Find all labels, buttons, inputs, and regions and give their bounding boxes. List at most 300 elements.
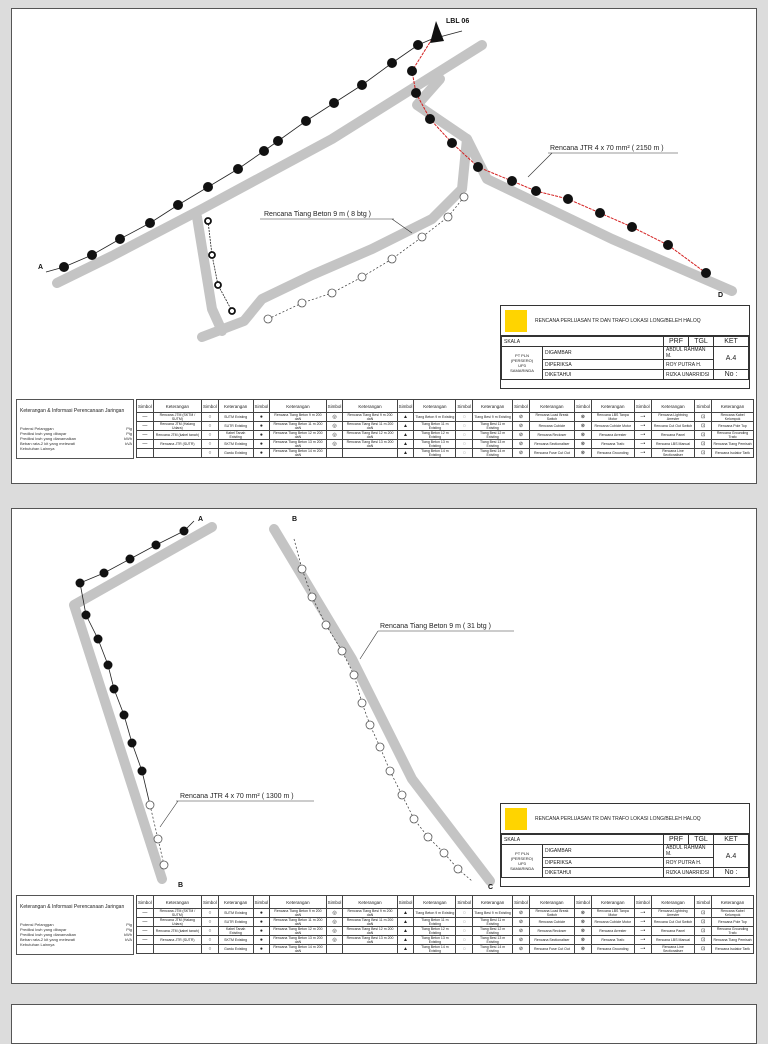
legend-header-symbol: Simbol bbox=[574, 400, 591, 413]
legend-symbol-icon: ⊗ bbox=[574, 909, 591, 918]
name-approved: RIZKA UNARRIDSI bbox=[664, 370, 714, 380]
legend-symbol-icon: ⊗ bbox=[574, 413, 591, 422]
existing-pole bbox=[180, 527, 189, 536]
legend-info-line: Prediksi kwh yang dianamalkan kWh bbox=[20, 932, 132, 937]
legend-symbol-icon: — bbox=[137, 413, 154, 422]
legend-symbol-icon: — bbox=[137, 927, 154, 936]
legend-description: Rencana Tiang Beton 12 m 200 daN bbox=[270, 431, 326, 440]
tiang-annotation: Rencana Tiang Beton 9 m ( 8 btg ) bbox=[264, 211, 372, 218]
legend-symbol-icon: ⊗ bbox=[574, 449, 591, 458]
road bbox=[57, 45, 482, 283]
annotation-leader bbox=[528, 153, 552, 177]
legend-symbol-icon: ▲ bbox=[397, 422, 414, 431]
legend-header-keterangan: Keterangan bbox=[414, 400, 456, 413]
legend-header-keterangan: Keterangan bbox=[343, 400, 397, 413]
pln-logo-icon bbox=[505, 808, 527, 830]
jtr-annotation: Rencana JTR 4 x 70 mm² ( 1300 m ) bbox=[180, 793, 294, 800]
legend-symbol-icon: ⊡ bbox=[695, 927, 712, 936]
planned-pole bbox=[264, 315, 272, 323]
legend-symbol-icon: ● bbox=[253, 413, 270, 422]
legend-symbol-table bbox=[136, 895, 754, 954]
legend-description: Tiang Beton 13 m Existing bbox=[414, 936, 456, 945]
legend-symbol-icon: ○ bbox=[202, 413, 219, 422]
legend-info-line: Beban rata-2 kit yang melewati kVA bbox=[20, 937, 132, 942]
legend-description: Rencana Tiang Beton 12 m 200 daN bbox=[270, 927, 326, 936]
legend-description: Rencana Tiang Beton 11 m 200 daN bbox=[270, 422, 326, 431]
legend-symbol-icon: ⊡ bbox=[695, 918, 712, 927]
legend-description: Rencana Tiang Besi 9 m 200 daN bbox=[343, 413, 397, 422]
existing-pole bbox=[82, 611, 91, 620]
col-prf: PRF bbox=[664, 835, 689, 845]
legend-symbol-icon: ⊡ bbox=[695, 440, 712, 449]
legend-symbol-icon: ● bbox=[253, 936, 270, 945]
legend-symbol-icon: ○ bbox=[202, 440, 219, 449]
legend-symbol-icon: ▲ bbox=[397, 449, 414, 458]
name-approved: RIZKA UNARRIDSI bbox=[664, 868, 714, 878]
legend-description: SUTM Existing bbox=[218, 413, 253, 422]
pln-logo-icon bbox=[505, 310, 527, 332]
existing-pole bbox=[87, 250, 97, 260]
endpoint-label: LBL 06 bbox=[446, 18, 470, 25]
title-block-table bbox=[501, 834, 749, 878]
legend-description: Rencana Trafo bbox=[591, 936, 634, 945]
legend-header-keterangan: Keterangan bbox=[591, 896, 634, 909]
planned-pole bbox=[350, 671, 358, 679]
drawing-title: RENCANA PERLUASAN TR DAN TRAFO LOKASI LONG/BELEH HALOQ bbox=[535, 816, 701, 822]
legend-description: Rencana Fuse Cut Out bbox=[529, 945, 574, 954]
annotation-leader bbox=[160, 801, 178, 827]
legend-symbol-icon: ▲ bbox=[397, 936, 414, 945]
legend-description: Rencana JTM (Halang Udara) bbox=[153, 918, 201, 927]
organisation: PT PLN (PERSERO) UP3 SAMARINDA bbox=[502, 347, 543, 380]
legend-description: Rencana Tiang Besi 12 m 200 daN bbox=[343, 431, 397, 440]
legend-symbol-icon: ⊡ bbox=[695, 422, 712, 431]
skala-label: SKALA bbox=[502, 337, 664, 347]
existing-pole bbox=[387, 58, 397, 68]
drawing-no: No : bbox=[714, 868, 749, 878]
legend-symbol-icon: ● bbox=[253, 945, 270, 954]
col-ket: KET bbox=[714, 835, 749, 845]
legend-symbol-icon: ● bbox=[253, 909, 270, 918]
legend-description: Rencana Load Break Switch bbox=[529, 413, 574, 422]
planned-pole bbox=[376, 743, 384, 751]
legend-symbol-icon: ⊡ bbox=[695, 413, 712, 422]
legend-description: Tiang Beton 14 m Existing bbox=[414, 945, 456, 954]
col-prf: PRF bbox=[664, 337, 689, 347]
role-checked: DIPERIKSA bbox=[543, 858, 664, 868]
legend-symbol-icon: −• bbox=[634, 936, 651, 945]
planned-pole bbox=[410, 815, 418, 823]
planned-pole bbox=[398, 791, 406, 799]
legend-symbol-icon: — bbox=[137, 918, 154, 927]
legend-info-line: Potensi Pelanggan Plg bbox=[20, 922, 132, 927]
legend-description: Rencana JTR (SUTR) bbox=[153, 936, 201, 945]
legend-symbol-icon bbox=[137, 449, 154, 458]
pole-marker bbox=[229, 308, 235, 314]
legend-description: Rencana Line Sectionaliser bbox=[651, 945, 695, 954]
legend-header-symbol: Simbol bbox=[326, 400, 343, 413]
legend-description: Rencana Grounding Trafo bbox=[712, 927, 754, 936]
legend-description: Rencana Fuse Cut Out bbox=[529, 449, 574, 458]
legend-description: Rencana Tiang Besi 11 m 200 daN bbox=[343, 422, 397, 431]
legend-symbol-icon: ⊡ bbox=[695, 945, 712, 954]
legend-symbol-icon: −• bbox=[634, 449, 651, 458]
legend-header-keterangan: Keterangan bbox=[651, 400, 695, 413]
endpoint-label: C bbox=[488, 884, 494, 891]
legend-info-line: Kebutuhan Lainnya bbox=[20, 446, 55, 451]
legend-header-keterangan: Keterangan bbox=[270, 400, 326, 413]
legend-symbol-icon: ▲ bbox=[397, 909, 414, 918]
name-drawn: ABDUL RAHMAN M. bbox=[664, 347, 714, 360]
planned-pole bbox=[444, 213, 452, 221]
legend-symbol-icon: ◎ bbox=[326, 927, 343, 936]
legend-symbol-icon: ◌ bbox=[456, 449, 473, 458]
legend-info-line: Prediksi kwh yang dibayar Plg bbox=[20, 927, 132, 932]
legend-description: Rencana Tiang Beton 14 m 200 daN bbox=[270, 449, 326, 458]
legend-symbol-icon: ⊘ bbox=[513, 927, 530, 936]
legend-symbol-icon: ● bbox=[253, 422, 270, 431]
existing-pole bbox=[301, 116, 311, 126]
legend-symbol-icon: ▲ bbox=[397, 440, 414, 449]
drawing-title: RENCANA PERLUASAN TR DAN TRAFO LOKASI LONG/BELEH HALOQ bbox=[535, 318, 701, 324]
legend-info-box bbox=[16, 399, 134, 459]
planned-pole bbox=[298, 299, 306, 307]
title-block-table bbox=[501, 336, 749, 380]
legend-description: Rencana JTM (Halang Udara) bbox=[153, 422, 201, 431]
legend-description: Rencana JTM (SKTM / SUTM) bbox=[153, 413, 201, 422]
legend-header-keterangan: Keterangan bbox=[712, 400, 754, 413]
legend-description: Rencana Recloser bbox=[529, 927, 574, 936]
col-ket: KET bbox=[714, 337, 749, 347]
legend-description: Rencana Recloser bbox=[529, 431, 574, 440]
planned-pole bbox=[308, 593, 316, 601]
legend-description: Rencana Line Sectionaliser bbox=[651, 449, 695, 458]
existing-pole bbox=[273, 136, 283, 146]
legend-header-keterangan: Keterangan bbox=[529, 896, 574, 909]
legend-description: Rencana JTM (kabel tanah) bbox=[153, 431, 201, 440]
legend-symbol-icon: — bbox=[137, 909, 154, 918]
legend-symbol-icon: −• bbox=[634, 422, 651, 431]
planned-pole bbox=[460, 193, 468, 201]
legend-description: Tiang Beton 9 m Existing bbox=[414, 413, 456, 422]
legend-description bbox=[343, 449, 397, 458]
legend-header-symbol: Simbol bbox=[137, 896, 154, 909]
drawing-no: No : bbox=[714, 370, 749, 380]
existing-pole bbox=[411, 88, 421, 98]
legend-symbol-icon: ⊗ bbox=[574, 936, 591, 945]
legend-description: Tiang Beton 12 m Existing bbox=[414, 431, 456, 440]
legend-description: Rencana Tiang Pemisah bbox=[712, 936, 754, 945]
planned-pole bbox=[298, 565, 306, 573]
planned-pole bbox=[358, 273, 366, 281]
existing-pole bbox=[357, 80, 367, 90]
legend-description: Rencana Tiang Besi 13 m 200 daN bbox=[343, 440, 397, 449]
existing-pole bbox=[138, 767, 147, 776]
legend-header-symbol: Simbol bbox=[513, 400, 530, 413]
planned-pole bbox=[388, 255, 396, 263]
existing-pole bbox=[701, 268, 711, 278]
legend-description: Rencana Kabel Kelompok bbox=[712, 909, 754, 918]
legend-header-keterangan: Keterangan bbox=[343, 896, 397, 909]
legend-description: Kabel Tanah Existing bbox=[218, 927, 253, 936]
legend-header-symbol: Simbol bbox=[574, 896, 591, 909]
existing-pole bbox=[59, 262, 69, 272]
legend-description: SUTM Existing bbox=[218, 909, 253, 918]
legend-description: Rencana Tiang Beton 11 m 200 daN bbox=[270, 918, 326, 927]
existing-pole bbox=[413, 40, 423, 50]
legend-symbol-icon: −• bbox=[634, 413, 651, 422]
col-tgl: TGL bbox=[689, 835, 714, 845]
legend-header-symbol: Simbol bbox=[326, 896, 343, 909]
legend-description: Tiang Besi 14 m Existing bbox=[473, 449, 513, 458]
legend-symbol-icon: ○ bbox=[202, 909, 219, 918]
legend-header-symbol: Simbol bbox=[695, 896, 712, 909]
drawing-sheet-3 bbox=[11, 1004, 757, 1044]
existing-pole bbox=[110, 685, 119, 694]
legend-symbol-icon: ◌ bbox=[456, 909, 473, 918]
legend-description: Rencana Cut Out Switch bbox=[651, 918, 695, 927]
legend-info-line: Potensi Pelanggan Plg bbox=[20, 426, 132, 431]
endpoint-label: D bbox=[718, 292, 724, 299]
legend-description: SUTR Existing bbox=[218, 918, 253, 927]
existing-pole bbox=[663, 240, 673, 250]
legend-info-title: Keterangan & Informasi Perencanaan Jaringan bbox=[20, 904, 125, 910]
legend-description: Kabel Tanah Existing bbox=[218, 431, 253, 440]
pole-marker bbox=[209, 252, 215, 258]
legend-description: Rencana Lightning Arrester bbox=[651, 909, 695, 918]
drawing-sheet-2 bbox=[11, 508, 757, 984]
legend-symbol-icon: ◌ bbox=[456, 936, 473, 945]
legend-description: Rencana Cubicle bbox=[529, 422, 574, 431]
legend-header-keterangan: Keterangan bbox=[651, 896, 695, 909]
legend-header-keterangan: Keterangan bbox=[712, 896, 754, 909]
role-drawn: DIGAMBAR bbox=[543, 845, 664, 858]
legend-symbol-icon: ◎ bbox=[326, 413, 343, 422]
name-drawn: ABDUL RAHMAN M. bbox=[664, 845, 714, 858]
existing-pole bbox=[115, 234, 125, 244]
legend-description: Rencana Kabel Kelompok bbox=[712, 413, 754, 422]
legend-description: Tiang Beton 12 m Existing bbox=[414, 927, 456, 936]
legend-symbol-icon: ◎ bbox=[326, 440, 343, 449]
legend-symbol-icon: ▲ bbox=[397, 413, 414, 422]
legend-symbol-icon: ○ bbox=[202, 927, 219, 936]
legend-symbol-icon bbox=[326, 945, 343, 954]
legend-symbol-icon: −• bbox=[634, 945, 651, 954]
legend-symbol-icon: ● bbox=[253, 431, 270, 440]
legend-description: Rencana LBS Manual bbox=[651, 936, 695, 945]
legend-description: Rencana Tiang Beton 9 m 200 daN bbox=[270, 909, 326, 918]
legend-symbol-icon: −• bbox=[634, 440, 651, 449]
endpoint-label: A bbox=[38, 264, 44, 271]
existing-pole bbox=[407, 66, 417, 76]
legend-description: Tiang Besi 14 m Existing bbox=[473, 945, 513, 954]
legend-description: Tiang Beton 14 m Existing bbox=[414, 449, 456, 458]
legend-symbol-table bbox=[136, 399, 754, 458]
drawing-sheet-1 bbox=[11, 8, 757, 484]
legend-description: Tiang Besi 13 m Existing bbox=[473, 440, 513, 449]
existing-pole bbox=[76, 579, 85, 588]
organisation: PT PLN (PERSERO) UP3 SAMARINDA bbox=[502, 845, 543, 878]
legend-description: Rencana Tiang Besi 9 m 200 daN bbox=[343, 909, 397, 918]
legend-symbol-icon: ⊘ bbox=[513, 413, 530, 422]
title-block bbox=[500, 803, 750, 887]
legend-symbol-icon: ⊘ bbox=[513, 909, 530, 918]
legend-description: Rencana Cut Out Switch bbox=[651, 422, 695, 431]
legend-info-line: Beban rata-2 kit yang melewati kVA bbox=[20, 441, 132, 446]
role-approved: DIKETAHUI bbox=[543, 868, 664, 878]
legend-header-symbol: Simbol bbox=[695, 400, 712, 413]
planned-pole bbox=[366, 721, 374, 729]
legend-header-symbol: Simbol bbox=[137, 400, 154, 413]
planned-pole bbox=[160, 861, 168, 869]
legend-symbol-icon: ⊗ bbox=[574, 945, 591, 954]
legend-info-box bbox=[16, 895, 134, 955]
legend-symbol-icon: ▲ bbox=[397, 945, 414, 954]
legend-description: Rencana Tiang Besi 12 m 200 daN bbox=[343, 927, 397, 936]
legend-info-title: Keterangan & Informasi Perencanaan Jaringan bbox=[20, 408, 125, 414]
planned-pole bbox=[424, 833, 432, 841]
role-approved: DIKETAHUI bbox=[543, 370, 664, 380]
legend-description: Rencana LBS Manual bbox=[651, 440, 695, 449]
existing-pole bbox=[100, 569, 109, 578]
legend-description: Gardu Existing bbox=[218, 449, 253, 458]
legend-symbol-icon: ◌ bbox=[456, 413, 473, 422]
legend-description: SKTM Existing bbox=[218, 440, 253, 449]
legend-description: Tiang Besi 11 m Existing bbox=[473, 918, 513, 927]
legend-header-keterangan: Keterangan bbox=[473, 400, 513, 413]
planned-pole bbox=[440, 849, 448, 857]
legend-symbol-icon: — bbox=[137, 936, 154, 945]
legend-description: Rencana Isolator Tarik bbox=[712, 945, 754, 954]
legend-description: Rencana Tiang Beton 14 m 200 daN bbox=[270, 945, 326, 954]
existing-pole bbox=[595, 208, 605, 218]
legend-symbol-icon: ◌ bbox=[456, 431, 473, 440]
legend-header-keterangan: Keterangan bbox=[153, 400, 201, 413]
title-block bbox=[500, 305, 750, 389]
legend-header-keterangan: Keterangan bbox=[473, 896, 513, 909]
legend-description: Rencana Tiang Beton 9 m 200 daN bbox=[270, 413, 326, 422]
legend-symbol-icon: ⊗ bbox=[574, 431, 591, 440]
legend-description: Tiang Besi 13 m Existing bbox=[473, 936, 513, 945]
legend-description bbox=[153, 945, 201, 954]
legend-symbol-icon: ◌ bbox=[456, 945, 473, 954]
legend-description: Tiang Besi 12 m Existing bbox=[473, 431, 513, 440]
existing-pole bbox=[563, 194, 573, 204]
planned-pole bbox=[358, 699, 366, 707]
legend-description: SKTM Existing bbox=[218, 936, 253, 945]
paper-size: A.4 bbox=[714, 845, 749, 868]
legend-header-keterangan: Keterangan bbox=[414, 896, 456, 909]
legend-description: Gardu Existing bbox=[218, 945, 253, 954]
legend-description: Tiang Besi 9 m Existing bbox=[473, 413, 513, 422]
pole-marker bbox=[205, 218, 211, 224]
legend-symbol-icon: ◌ bbox=[456, 440, 473, 449]
legend-symbol-icon: ◌ bbox=[456, 918, 473, 927]
planned-pole bbox=[454, 865, 462, 873]
legend-info-line: Prediksi kwh yang dianamalkan kWh bbox=[20, 436, 132, 441]
legend-symbol-icon: ◎ bbox=[326, 422, 343, 431]
planned-pole bbox=[154, 835, 162, 843]
legend-symbol-icon: ▲ bbox=[397, 431, 414, 440]
legend-header-keterangan: Keterangan bbox=[270, 896, 326, 909]
planned-pole bbox=[328, 289, 336, 297]
existing-pole bbox=[507, 176, 517, 186]
legend-symbol-icon: ◌ bbox=[456, 422, 473, 431]
legend-description: Rencana Trafo bbox=[591, 440, 634, 449]
legend-description: Rencana Tiang Besi 13 m 200 daN bbox=[343, 936, 397, 945]
legend-header-symbol: Simbol bbox=[253, 400, 270, 413]
legend-symbol-icon: ⊘ bbox=[513, 936, 530, 945]
legend-description: Rencana Sectionaliser bbox=[529, 440, 574, 449]
legend-description: Tiang Beton 13 m Existing bbox=[414, 440, 456, 449]
existing-pole bbox=[126, 555, 135, 564]
legend-description: Tiang Besi 11 m Existing bbox=[473, 422, 513, 431]
planned-pole bbox=[322, 621, 330, 629]
legend-description: Rencana Tiang Beton 13 m 200 daN bbox=[270, 936, 326, 945]
legend-description: Rencana Sectionaliser bbox=[529, 936, 574, 945]
existing-pole bbox=[152, 541, 161, 550]
existing-pole bbox=[627, 222, 637, 232]
legend-symbol-icon bbox=[326, 449, 343, 458]
existing-pole bbox=[259, 146, 269, 156]
legend-symbol-icon: ⊘ bbox=[513, 918, 530, 927]
legend-info-line: Prediksi kwh yang dibayar Plg bbox=[20, 431, 132, 436]
legend-description: Rencana LBS Tanpa Motor bbox=[591, 413, 634, 422]
legend-symbol-icon: ○ bbox=[202, 918, 219, 927]
annotation-leader bbox=[360, 631, 378, 659]
legend-symbol-icon: −• bbox=[634, 909, 651, 918]
legend-header-symbol: Simbol bbox=[456, 400, 473, 413]
legend-header-keterangan: Keterangan bbox=[529, 400, 574, 413]
road bbox=[74, 527, 212, 879]
legend-description: Rencana Pole Top bbox=[712, 918, 754, 927]
legend-symbol-icon: ○ bbox=[202, 945, 219, 954]
legend-symbol-icon: ⊡ bbox=[695, 936, 712, 945]
legend-header-symbol: Simbol bbox=[397, 400, 414, 413]
legend-description: Rencana Load Break Switch bbox=[529, 909, 574, 918]
legend-symbol-icon: ⊘ bbox=[513, 440, 530, 449]
legend-description: Rencana Arrester bbox=[591, 927, 634, 936]
legend-header-symbol: Simbol bbox=[202, 896, 219, 909]
legend-symbol-icon: ⊘ bbox=[513, 422, 530, 431]
legend-symbol-icon: ⊗ bbox=[574, 927, 591, 936]
legend-description: Tiang Beton 11 m Existing bbox=[414, 422, 456, 431]
legend-symbol-icon: ○ bbox=[202, 449, 219, 458]
jtr-line-planned bbox=[412, 39, 706, 273]
legend-description: Tiang Beton 11 m Existing bbox=[414, 918, 456, 927]
endpoint-label: B bbox=[292, 516, 298, 523]
legend-symbol-icon: ⊡ bbox=[695, 431, 712, 440]
legend-symbol-icon: — bbox=[137, 422, 154, 431]
role-checked: DIPERIKSA bbox=[543, 360, 664, 370]
legend-description: Tiang Besi 12 m Existing bbox=[473, 927, 513, 936]
legend-symbol-icon: ⊘ bbox=[513, 449, 530, 458]
legend-symbol-icon: ⊡ bbox=[695, 449, 712, 458]
legend-header-symbol: Simbol bbox=[397, 896, 414, 909]
legend-symbol-icon: ⊘ bbox=[513, 431, 530, 440]
legend-symbol-icon: ○ bbox=[202, 431, 219, 440]
legend-header-symbol: Simbol bbox=[513, 896, 530, 909]
legend-description: Rencana JTR (SUTR) bbox=[153, 440, 201, 449]
legend-description: Rencana Cubicle Motor bbox=[591, 918, 634, 927]
legend-description bbox=[153, 449, 201, 458]
legend-symbol-icon bbox=[137, 945, 154, 954]
legend-description: Rencana Tiang Besi 11 m 200 daN bbox=[343, 918, 397, 927]
legend-symbol-icon: — bbox=[137, 440, 154, 449]
existing-pole bbox=[94, 635, 103, 644]
existing-pole bbox=[145, 218, 155, 228]
legend-description: Rencana Panel bbox=[651, 927, 695, 936]
